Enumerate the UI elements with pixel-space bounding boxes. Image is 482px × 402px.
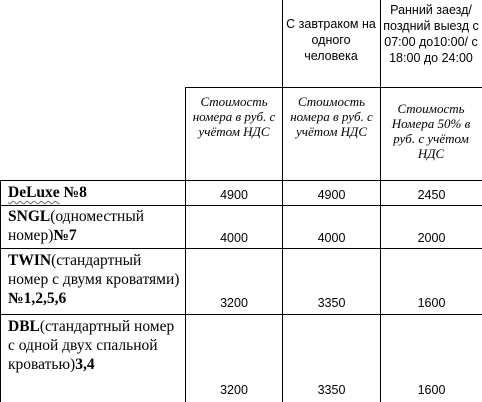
room-type-code: TWIN xyxy=(8,252,52,269)
room-name-sngl xyxy=(0,207,182,245)
subheader-bottom-line xyxy=(0,180,482,181)
room-type-description: (стандартный номер с одной двух спальной кроватью) xyxy=(8,318,175,373)
room-number: 3,4 xyxy=(75,356,95,373)
row1-bottom-line xyxy=(0,205,482,206)
price-cell: 3350 xyxy=(317,296,346,310)
room-type-code: DeLuxe xyxy=(8,184,60,201)
room-number: №1,2,5,6 xyxy=(8,290,67,307)
header-early-late: Ранний заезд/поздний выезд с 07:00 до10:00/ с 18:00 до 24:00 xyxy=(383,3,479,65)
room-name-twin xyxy=(0,251,182,308)
row3-bottom-line xyxy=(0,314,482,315)
price-cell: 4900 xyxy=(317,188,346,202)
subheader-price-3: Стоимость Номера 50% в руб. с учётом НДС xyxy=(391,101,471,161)
price-cell: 4900 xyxy=(220,188,248,202)
room-type-code: SNGL xyxy=(8,208,51,225)
room-name-deluxe xyxy=(0,183,185,202)
price-cell: 2450 xyxy=(417,188,446,202)
price-cell: 3200 xyxy=(220,383,248,397)
header-breakfast: С завтраком на одного человека xyxy=(286,17,376,63)
price-cell: 1600 xyxy=(417,296,446,310)
price-cell: 4000 xyxy=(317,231,346,245)
price-cell: 4000 xyxy=(220,231,248,245)
room-type-description: (стандартный номер с двумя кроватями) xyxy=(8,252,180,288)
room-number: №7 xyxy=(53,227,77,244)
price-cell: 1600 xyxy=(417,383,446,397)
room-type-code: DBL xyxy=(8,318,40,335)
room-type-description: (одноместный номер) xyxy=(8,208,145,244)
room-name-dbl xyxy=(0,317,182,374)
header-bottom-line xyxy=(185,87,482,88)
price-cell: 3350 xyxy=(317,383,346,397)
room-number: №8 xyxy=(59,184,87,201)
subheader-price-2: Стоимость номера в руб. с учётом НДС xyxy=(290,94,373,139)
row2-bottom-line xyxy=(0,248,482,249)
price-cell: 3200 xyxy=(220,296,248,310)
subheader-price-1: Стоимость номера в руб. с учётом НДС xyxy=(192,94,276,139)
price-cell: 2000 xyxy=(417,231,446,245)
